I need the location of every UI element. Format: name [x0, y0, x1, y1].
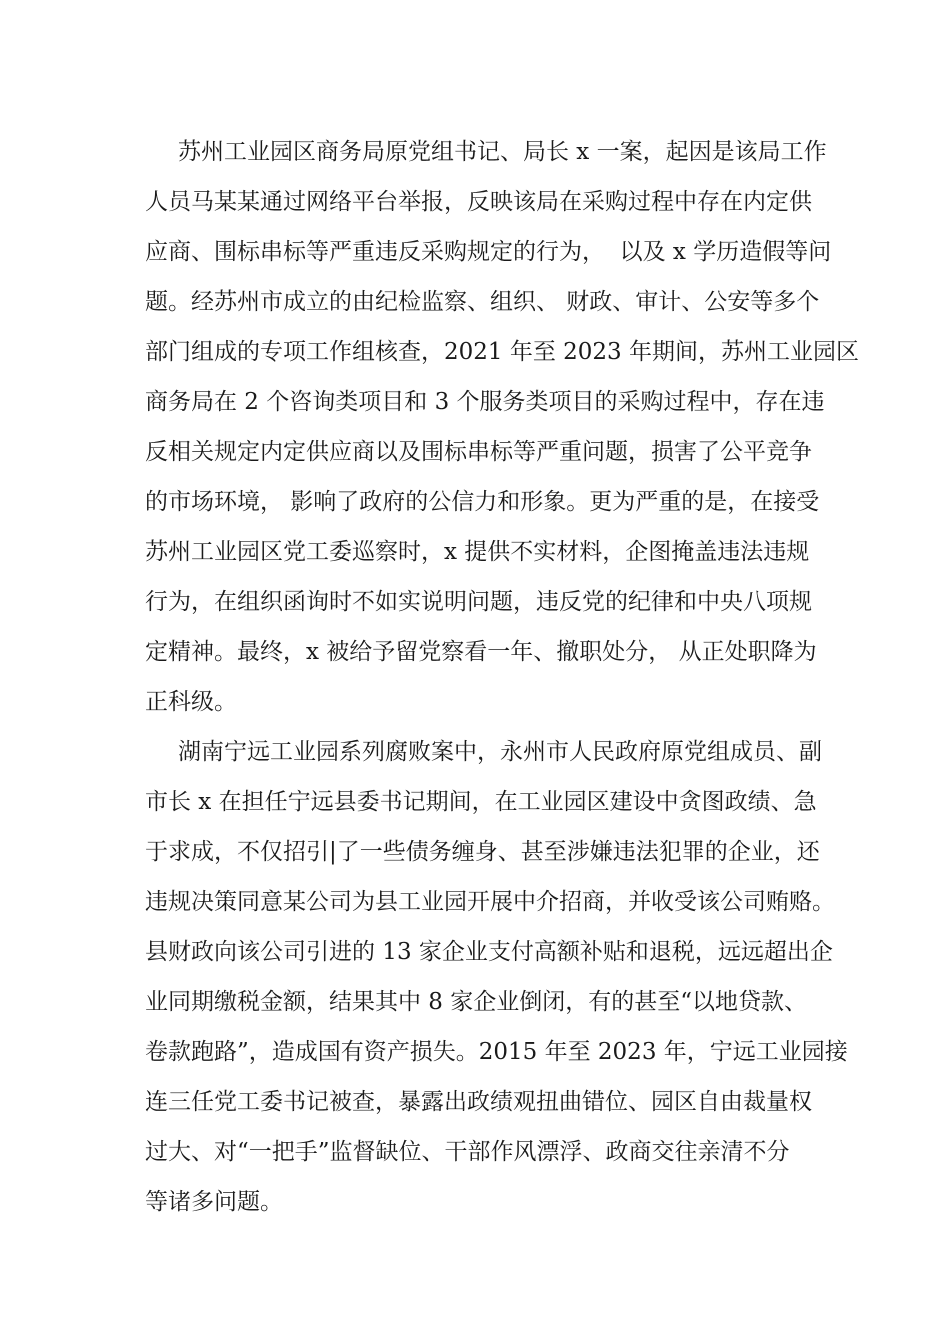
paragraph-1-line-8: 的市场环境， 影响了政府的公信力和形象。更为严重的是，在接受 [145, 489, 820, 515]
paragraph-1-line-3: 应商、围标串标等严重违反采购规定的行为， 以及 x 学历造假等问 [145, 239, 832, 265]
paragraph-1-line-4: 题。经苏州市成立的由纪检监察、组织、 财政、审计、公安等多个 [145, 289, 820, 315]
paragraph-2-line-5: 县财政向该公司引进的 13 家企业支付高额补贴和退税，远远超出企 [145, 939, 833, 965]
paragraph-2-line-9: 过大、对“一把手”监督缺位、干部作风漂浮、政商交往亲清不分 [145, 1139, 790, 1165]
paragraph-1-line-9: 苏州工业园区党工委巡察时，x 提供不实材料，企图掩盖违法违规 [145, 539, 810, 565]
paragraph-1-line-2: 人员马某某通过网络平台举报，反映该局在采购过程中存在内定供 [145, 189, 812, 215]
paragraph-1-line-6: 商务局在 2 个咨询类项目和 3 个服务类项目的采购过程中，存在违 [145, 389, 825, 415]
paragraph-1-line-1: 苏州工业园区商务局原党组书记、局长 x 一案，起因是该局工作 [178, 139, 827, 165]
paragraph-1-line-11: 定精神。最终，x 被给予留党察看一年、撤职处分， 从正处职降为 [145, 639, 817, 665]
paragraph-2-line-2: 市长 x 在担任宁远县委书记期间，在工业园区建设中贪图政绩、急 [145, 789, 817, 815]
paragraph-2-line-8: 连三任党工委书记被查，暴露出政绩观扭曲错位、园区自由裁量权 [145, 1089, 812, 1115]
paragraph-2-line-4: 违规决策同意某公司为县工业园开展中介招商，并收受该公司贿赂。 [145, 889, 835, 915]
paragraph-1-line-12: 正科级。 [145, 689, 237, 715]
paragraph-1-line-5: 部门组成的专项工作组核查，2021 年至 2023 年期间，苏州工业园区 [145, 339, 859, 365]
paragraph-2-line-1: 湖南宁远工业园系列腐败案中，永州市人民政府原党组成员、副 [178, 739, 822, 765]
paragraph-2-line-6: 业同期缴税金额，结果其中 8 家企业倒闭，有的甚至“以地贷款、 [145, 989, 808, 1015]
paragraph-2-line-3: 于求成，不仅招引|了一些债务缠身、甚至涉嫌违法犯罪的企业，还 [145, 839, 820, 865]
paragraph-1-line-10: 行为，在组织函询时不如实说明问题，违反党的纪律和中央八项规 [145, 589, 812, 615]
paragraph-2-line-10: 等诸多问题。 [145, 1189, 283, 1215]
paragraph-2-line-7: 卷款跑路”，造成国有资产损失。2015 年至 2023 年，宁远工业园接 [145, 1039, 848, 1065]
paragraph-1-line-7: 反相关规定内定供应商以及围标串标等严重问题，损害了公平竞争 [145, 439, 812, 465]
